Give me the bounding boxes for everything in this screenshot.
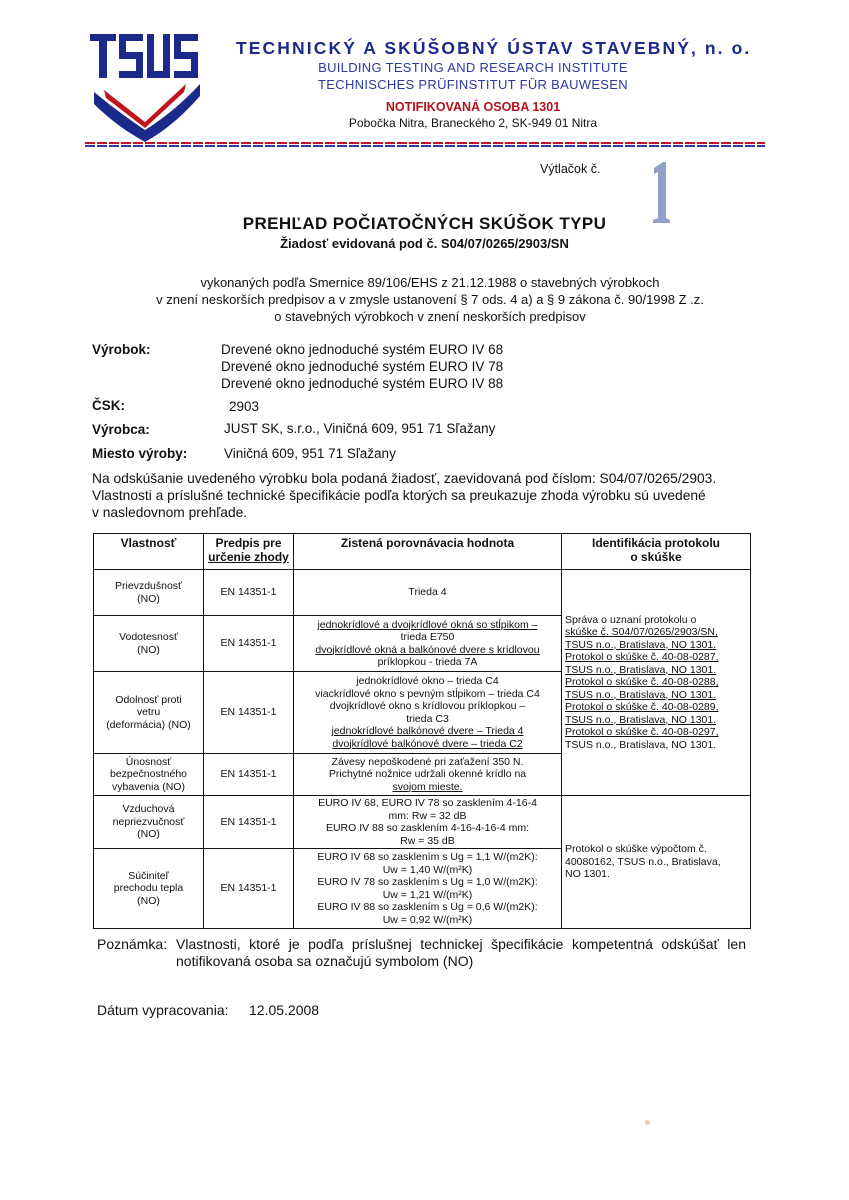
spec-cell: EN 14351-1 — [204, 754, 294, 796]
property-cell: Prievzdušnosť (NO) — [94, 570, 204, 616]
property-cell: Vzduchová nepriezvučnosť (NO) — [94, 796, 204, 849]
table-header-row — [94, 534, 751, 570]
csk-value: 2903 — [229, 399, 260, 414]
spec-cell: EN 14351-1 — [204, 570, 294, 616]
property-cell: Odolnosť proti vetru (deformácia) (NO) — [94, 672, 204, 754]
value-cell: EURO IV 68, EURO IV 78 so zasklením 4-16-4 mm: Rw = 32 dB EURO IV 88 so zasklením 4-16-4-16-4 mm: Rw = 35 dB — [294, 796, 562, 849]
application-paragraph — [92, 470, 772, 521]
note-text: Vlastnosti, ktoré je podľa príslušnej technickej špecifikácie kompetentná odskúšať len notifikovaná osoba sa označujú symbolom (NO) — [176, 936, 746, 969]
value-cell: jednokrídlové okno – trieda C4 viackrídlové okno s pevným stĺpikom – trieda C4 dvojkrídlové okno s krídlovou príklopkou – trieda C3 jednokrídlové balkónové dvere – Trieda 4 dvojkrídlové balkónové dvere – trieda C2 — [294, 672, 562, 754]
value-cell: jednokrídlové a dvojkrídlové okná so stĺpikom – trieda E750 dvojkrídlové okná a balkónové dvere s krídlovou príklopkou - trieda 7A — [294, 616, 562, 672]
place-value: Viničná 609, 951 71 Sľažany — [224, 446, 396, 461]
product-label: Výrobok: — [92, 342, 151, 357]
value-cell: Závesy nepoškodené pri zaťažení 350 N. Prichytné nožnice udržali okenné krídlo na svojom mieste. — [294, 754, 562, 796]
intro-line: o stavebných výrobkoch v znení neskorších predpisov — [274, 309, 586, 324]
product-line: Drevené okno jednoduché systém EURO IV 88 — [221, 376, 504, 391]
date-value: 12.05.2008 — [249, 1002, 320, 1018]
paper-mark — [645, 1120, 650, 1125]
logo-text: TSÚS — [160, 30, 163, 31]
header-spec: Predpis pre určenie zhody — [204, 534, 294, 570]
header-rule-blue — [85, 145, 765, 147]
institute-title: TECHNICKÝ A SKÚŠOBNÝ ÚSTAV STAVEBNÝ, n. o. — [236, 38, 752, 58]
notified-body: NOTIFIKOVANÁ OSOBA 1301 — [385, 100, 561, 114]
property-cell: Vodotesnosť (NO) — [94, 616, 204, 672]
table-row — [94, 796, 751, 849]
paragraph-line: Na odskúšanie uvedeného výrobku bola podaná žiadosť, zaevidovaná pod číslom: S04/07/0265/2903. — [92, 471, 717, 486]
branch-address: Pobočka Nitra, Braneckého 2, SK-949 01 Nitra — [348, 116, 598, 130]
table-row — [94, 570, 751, 616]
product-value — [221, 341, 503, 392]
csk-label: ČSK: — [92, 398, 125, 413]
note-label: Poznámka: — [97, 936, 168, 952]
product-line: Drevené okno jednoduché systém EURO IV 68 — [221, 342, 504, 357]
protocol-cell: Správa o uznaní protokolu o skúške č. S04/07/0265/2903/SN, TSUS n.o., Bratislava, NO 1301. Protokol o skúške č. 40-08-0287, TSUS n.o., Bratislava, NO 1301. Protokol o skúške č. 40-08-0288, TSUS n.o., Bratislava, NO 1301. Protokol o skúške č. 40-08-0289, TSUS n.o., Bratislava, NO 1301. Protokol o skúške č. 40-08-0297, TSUS n.o., Bratislava, NO 1301. — [562, 570, 751, 796]
header-rule-red — [85, 142, 765, 144]
paragraph-line: v nasledovnom prehľade. — [92, 505, 248, 520]
header-protocol: Identifikácia protokolu o skúške — [562, 534, 751, 570]
product-line: Drevené okno jednoduché systém EURO IV 78 — [221, 359, 504, 374]
header-value: Zistená porovnávacia hodnota — [294, 534, 562, 570]
protocol-cell: Protokol o skúške výpočtom č. 40080162, TSUS n.o., Bratislava, NO 1301. — [562, 796, 751, 929]
date-label: Dátum vypracovania: — [97, 1002, 229, 1018]
intro-line: vykonaných podľa Smernice 89/106/EHS z 21.12.1988 o stavebných výrobkoch — [200, 275, 660, 290]
header-property: Vlastnosť — [94, 534, 204, 570]
institute-subtitle-en: BUILDING TESTING AND RESEARCH INSTITUTE — [318, 60, 628, 75]
document-title: PREHĽAD POČIATOČNÝCH SKÚŠOK TYPU — [242, 214, 607, 233]
spec-cell: EN 14351-1 — [204, 616, 294, 672]
spec-cell: EN 14351-1 — [204, 849, 294, 929]
tsus-logo — [88, 30, 208, 148]
document-subtitle: Žiadosť evidovaná pod č. S04/07/0265/2903/SN — [280, 236, 569, 251]
institute-subtitle-de: TECHNISCHES PRÜFINSTITUT FÜR BAUWESEN — [318, 77, 628, 92]
properties-table — [93, 533, 751, 929]
intro-text — [100, 274, 760, 325]
spec-cell: EN 14351-1 — [204, 672, 294, 754]
property-cell: Únosnosť bezpečnostného vybavenia (NO) — [94, 754, 204, 796]
intro-line: v znení neskorších predpisov a v zmysle ustanovení § 7 ods. 4 a) a § 9 zákona č. 90/1998 Z .z. — [156, 292, 704, 307]
value-cell: Trieda 4 — [294, 570, 562, 616]
manufacturer-label: Výrobca: — [92, 422, 150, 437]
value-cell: EURO IV 68 so zasklením s Ug = 1,1 W/(m2K): Uw = 1,40 W/(m²K) EURO IV 78 so zasklením s Ug = 1,0 W/(m2K): Uw = 1,21 W/(m²K) EURO IV 88 so zasklením s Ug = 0,6 W/(m2K): Uw = 0,92 W/(m²K) — [294, 849, 562, 929]
paragraph-line: Vlastnosti a príslušné technické špecifikácie podľa ktorých sa preukazuje zhoda výrobku sú uvedené — [92, 488, 706, 503]
property-cell: Súčiniteľ prechodu tepla (NO) — [94, 849, 204, 929]
manufacturer-value: JUST SK, s.r.o., Viničná 609, 951 71 Sľažany — [224, 421, 496, 436]
spec-cell: EN 14351-1 — [204, 796, 294, 849]
place-label: Miesto výroby: — [92, 446, 188, 461]
copy-label: Výtlačok č. — [540, 162, 601, 176]
